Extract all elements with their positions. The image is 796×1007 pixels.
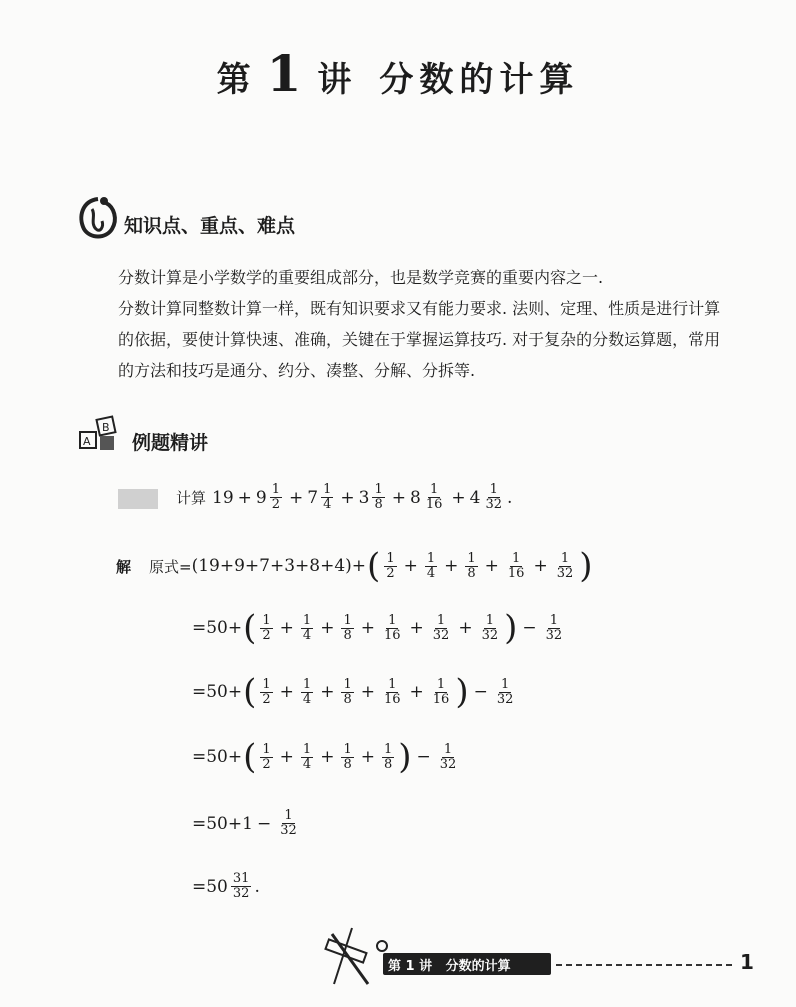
- paragraph-1: 分数计算是小学数学的重要组成部分，也是数学竞赛的重要内容之一.: [118, 268, 604, 287]
- example-tag: [118, 489, 158, 509]
- section-heading-knowledge: 知识点、重点、难点: [124, 215, 296, 237]
- footer-chapter-label: 第 1 讲 分数的计算: [388, 959, 511, 974]
- compass-ruler-icon: [322, 924, 392, 994]
- solution-step-6: =50 $\frac{31}{32}$ .: [192, 871, 260, 901]
- solution-step-4: =50+ ( $\frac{1}{2}$ + $\frac{1}{4}$ + $\frac{1}{8}$ + $\frac{1}{8}$ ) − $\frac{1}{32}$: [192, 737, 457, 777]
- problem-line: 计算 19 + 9 $\frac{1}{2}$ + 7 $\frac{1}{4}$ + 3 $\frac{1}{8}$ + 8 $\frac{1}{16}$ + 4 $\frac{1}{32}$ .: [176, 482, 513, 512]
- solution-step-5: =50+1 − $\frac{1}{32}$: [192, 808, 297, 838]
- original-label: 原式=: [149, 557, 192, 576]
- page-number: 1: [740, 950, 754, 974]
- solution-step-1: 解 原式= (19+9+7+3+8+4)+ ( $\frac{1}{2}$ + $\frac{1}{4}$ + $\frac{1}{8}$ + $\frac{1}{16}$ + $\frac{1}{32}$ ): [116, 546, 593, 586]
- title-name: 分数的计算: [379, 60, 580, 100]
- section-heading-examples: 例题精讲: [132, 432, 209, 454]
- paragraph-2: 分数计算同整数计算一样，既有知识要求又有能力要求. 法则、定理、性质是进行计算的依据，要使计算快速、准确，关键在于掌握运算技巧. 对于复杂的分数运算题，常用的方法和技巧是通分、约分、凑整、分解、分拆等.: [118, 299, 721, 380]
- solution-step-2: =50+ ( $\frac{1}{2}$ + $\frac{1}{4}$ + $\frac{1}{8}$ + $\frac{1}{16}$ + $\frac{1}{32}$ + $\frac{1}{32}$ ) − $\frac{1}{32}$: [192, 608, 563, 648]
- footer-dash-line: [556, 964, 732, 966]
- solution-step-3: =50+ ( $\frac{1}{2}$ + $\frac{1}{4}$ + $\frac{1}{8}$ + $\frac{1}{16}$ + $\frac{1}{16}$ ) − $\frac{1}{32}$: [192, 672, 514, 712]
- solution-label: 解: [116, 557, 132, 576]
- svg-text:A: A: [83, 435, 91, 448]
- page-title: [0, 44, 796, 103]
- blocks-icon: [76, 412, 128, 456]
- title-suffix: 讲: [317, 60, 358, 100]
- problem-label: 计算: [176, 489, 207, 507]
- title-prefix: 第: [216, 60, 257, 100]
- intro-text: [82, 262, 722, 386]
- title-number: 1: [266, 44, 308, 103]
- knowledge-icon: [74, 193, 122, 243]
- svg-text:B: B: [102, 421, 110, 434]
